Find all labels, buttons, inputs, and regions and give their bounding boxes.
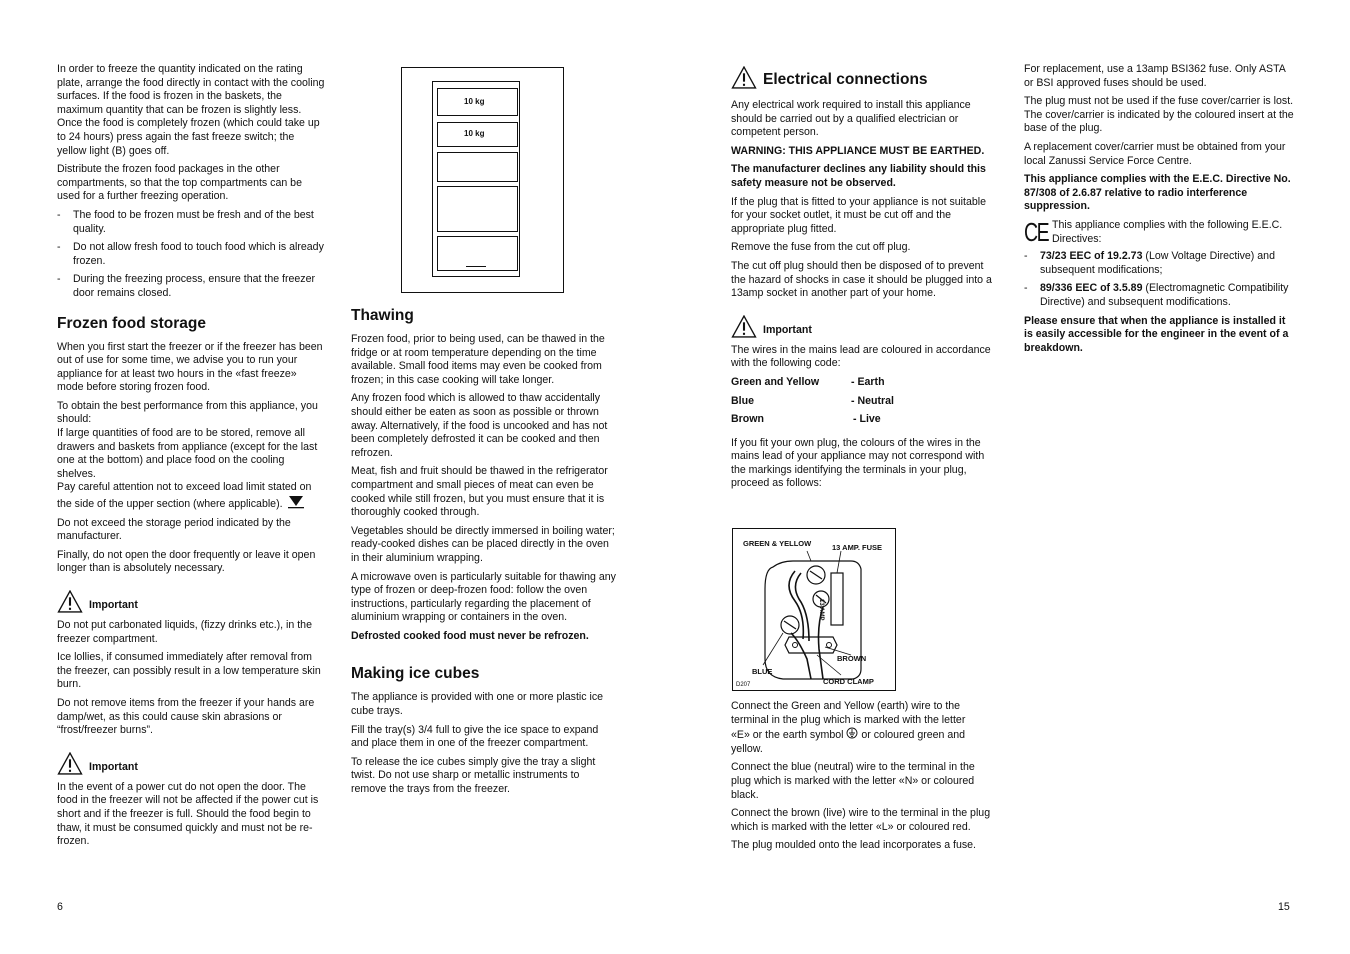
bullet-item: - Do not allow fresh food to touch food which is already frozen. <box>57 241 325 268</box>
electrical-paragraph: Any electrical work required to install this appliance should be carried out by a qualified electrician or competent person. <box>731 99 971 139</box>
important-paragraph: Do not put carbonated liquids, (fizzy drinks etc.), in the freezer compartment. <box>57 619 312 645</box>
load-limit-text: Pay careful attention not to exceed load limit stated on the side of the upper section (where applicable). <box>57 481 312 511</box>
important-paragraph: In the event of a power cut do not open the door. The food in the freezer will not be affected if the power cut is short and if the freezer is full. Should the food begin to thaw, it must be consumed quickly and must not be re-frozen. <box>57 780 319 848</box>
accessibility-note: Please ensure that when the appliance is installed it is easily accessible for the engineer in the event of a breakdown. <box>1024 314 1289 354</box>
thawing-warning: Defrosted cooked food must never be refrozen. <box>351 629 589 642</box>
connect-earth-text-a: Connect the Green and Yellow (earth) wire to the terminal in the plug which is marked with the letter <box>731 700 966 726</box>
wire-colour: Blue <box>731 394 754 407</box>
important-heading <box>731 315 996 338</box>
wire-row <box>731 395 894 414</box>
left-column-1 <box>57 63 325 854</box>
left-column-2 <box>351 307 617 802</box>
page-number-right: 15 <box>1278 901 1290 913</box>
directive-code: 73/23 EEC of 19.2.73 <box>1040 250 1143 263</box>
electrical-paragraph: If the plug that is fitted to your appliance is not suitable for your socket outlet, it must be cut off and the appropriate plug fitted. <box>731 195 986 235</box>
drawer-handle <box>466 266 486 267</box>
storage-paragraph: Do not exceed the storage period indicated by the manufacturer. <box>57 516 291 543</box>
directive-item <box>1024 250 1294 277</box>
freezer-drawer <box>437 152 518 182</box>
label-13-amp: 13 AMP <box>818 599 824 621</box>
ce-block <box>1024 216 1294 247</box>
wire-meaning: - Neutral <box>851 394 894 407</box>
wire-meaning: - Live <box>853 413 881 426</box>
label-green-yellow: GREEN & YELLOW <box>743 539 812 548</box>
thawing-paragraph: Any frozen food which is allowed to thaw accidentally should either be eaten as soon as possible or thrown away. Alternatively, if the food is uncooked and has not been completely defrosted it can be cooked and then refrozen. <box>351 392 608 459</box>
freezer-drawer <box>437 122 518 147</box>
wire-colour: Brown <box>731 413 764 426</box>
freezer-drawer <box>437 88 518 116</box>
earth-symbol-icon <box>846 727 858 739</box>
label-blue: BLUE <box>752 667 773 676</box>
plug-drawing <box>733 529 895 690</box>
earth-warning: WARNING: THIS APPLIANCE MUST BE EARTHED. <box>731 144 985 157</box>
load-limit-label: 10 kg <box>464 97 485 106</box>
thawing-paragraph: Frozen food, prior to being used, can be thawed in the fridge or at room temperature depending on the time available. Small food items may even be cooked from frozen; in this case cooking will take longer. <box>351 333 605 386</box>
connect-earth-paragraph <box>731 700 996 756</box>
right-column-2 <box>1024 63 1294 360</box>
section-title-storage: Frozen food storage <box>57 314 206 332</box>
bullet-item: - During the freezing process, ensure that the freezer door remains closed. <box>57 273 325 300</box>
important-label: Important <box>89 599 138 612</box>
bullet-item: - The food to be frozen must be fresh and of the best quality. <box>57 209 325 236</box>
label-cord-clamp: CORD CLAMP <box>823 677 874 686</box>
intro-paragraph: In order to freeze the quantity indicated on the rating plate, arrange the food directly in contact with the cooling surfaces. If the food is frozen in the baskets, the maximum quantity that can be frozen is slightly less. <box>57 63 325 116</box>
eec-compliance: This appliance complies with the E.E.C. Directive No. 87/308 of 2.6.87 relative to radio interference suppression. <box>1024 173 1291 213</box>
replacement-paragraph: For replacement, use a 13amp BSI362 fuse. Only ASTA or BSI approved fuses should be used. <box>1024 63 1286 89</box>
directive-code: 89/336 EEC of 3.5.89 <box>1040 282 1143 295</box>
ice-paragraph: The appliance is provided with one or more plastic ice cube trays. <box>351 691 604 718</box>
directives-list <box>1024 250 1294 309</box>
important-heading <box>57 590 325 613</box>
fit-plug-paragraph: If you fit your own plug, the colours of the wires in the mains lead of your appliance may not correspond with the markings identifying the terminals in your plug, proceed as follows: <box>731 436 985 490</box>
warning-icon <box>731 315 757 338</box>
important-label: Important <box>89 761 138 774</box>
directive-text: (Low Voltage Directive) and subsequent modifications; <box>1040 250 1275 276</box>
electrical-heading <box>731 66 996 89</box>
storage-paragraph: When you first start the freezer or if the freezer has been out of use for some time, we advise you to run your appliance for at least two hours in the «fast freeze» mode before storing frozen food. <box>57 340 323 394</box>
thawing-paragraph: A microwave oven is particularly suitable for thawing any type of frozen or deep-frozen food: follow the oven instructions, particularly regarding the placement of aluminium wrapping or containers in the oven. <box>351 570 616 624</box>
ice-paragraph: To release the ice cubes simply give the tray a slight twist. Do not use sharp or metallic instruments to remove the trays from the freezer. <box>351 755 596 796</box>
freezer-drawer <box>437 236 518 271</box>
wire-row <box>731 413 894 432</box>
wire-colour: Green and Yellow <box>731 375 820 388</box>
important-heading <box>57 752 325 775</box>
warning-icon <box>731 66 757 89</box>
ice-paragraph: Fill the tray(s) 3/4 full to give the ice space to expand and place them in one of the freezer compartment. <box>351 723 599 750</box>
right-column-1 <box>731 66 996 496</box>
wire-colour-table <box>731 376 894 432</box>
connect-earth-text-b: «E» or the earth symbol <box>731 729 844 742</box>
important-paragraph: Ice lollies, if consumed immediately after removal from the freezer, can possibly result in a low temperature skin burn. <box>57 651 321 691</box>
freezer-drawers-figure <box>401 67 564 293</box>
directive-item <box>1024 282 1294 309</box>
freezer-drawer <box>437 186 518 232</box>
storage-paragraph <box>57 481 325 511</box>
freezing-bullets <box>57 209 325 301</box>
plug-wiring-figure <box>732 528 896 691</box>
intro-paragraph: Distribute the frozen food packages in the other compartments, so that the top compartments can be used for a further freezing operation. <box>57 163 302 203</box>
warning-icon <box>57 590 83 613</box>
ce-mark-text: CE <box>1024 216 1049 247</box>
section-title-electrical: Electrical connections <box>763 71 928 88</box>
electrical-paragraph: Remove the fuse from the cut off plug. <box>731 241 911 254</box>
ce-text: This appliance complies with the following E.E.C. Directives: <box>1052 218 1283 245</box>
storage-paragraph: If large quantities of food are to be stored, remove all drawers and baskets from appliance (except for the last one at the bottom) and place food on the cooling shelves. <box>57 427 318 480</box>
thawing-paragraph: Meat, fish and fruit should be thawed in the refrigerator compartment and small pieces of meat can even be cooked while still frozen, but you must ensure that it is thoroughly cooked through. <box>351 465 608 519</box>
important-label: Important <box>763 324 812 337</box>
directive-text: (Electromagnetic Compatibility Directive) and subsequent modifications. <box>1040 282 1289 308</box>
load-limit-label: 10 kg <box>464 129 485 138</box>
figure-code: D207 <box>736 682 751 688</box>
label-fuse: 13 AMP. FUSE <box>832 543 883 552</box>
connect-live-paragraph: Connect the brown (live) wire to the terminal in the plug which is marked with the letter «L» or coloured red. <box>731 807 991 833</box>
load-limit-symbol-icon <box>286 495 306 509</box>
wire-row <box>731 376 894 395</box>
right-column-1-lower <box>731 700 996 858</box>
warning-icon <box>57 752 83 775</box>
thawing-paragraph: Vegetables should be directly immersed in boiling water; ready-cooked dishes can be placed directly in the oven in their aluminium wrapping. <box>351 524 615 564</box>
storage-paragraph: To obtain the best performance from this appliance, you should: <box>57 399 318 426</box>
intro-paragraph: Once the food is completely frozen (which could take up to 24 hours) press again the fast freeze switch; the yellow light (B) goes off. <box>57 117 320 157</box>
important-paragraph: Do not remove items from the freezer if your hands are damp/wet, as this could cause skin abrasions or “frost/freezer burns”. <box>57 696 315 737</box>
label-brown: BROWN <box>837 654 867 663</box>
connect-neutral-paragraph: Connect the blue (neutral) wire to the terminal in the plug which is marked with the letter «N» or coloured black. <box>731 761 975 801</box>
storage-paragraph: Finally, do not open the door frequently or leave it open longer than is absolutely necessary. <box>57 548 316 575</box>
connect-earth-text-c: or coloured green and yellow. <box>731 729 966 755</box>
wires-intro: The wires in the mains lead are coloured in accordance with the following code: <box>731 343 991 370</box>
ce-mark-icon <box>1024 216 1049 247</box>
fuse-paragraph: The plug moulded onto the lead incorporates a fuse. <box>731 839 976 852</box>
section-title-thawing: Thawing <box>351 307 414 324</box>
wire-meaning: - Earth <box>851 375 885 388</box>
liability-warning: The manufacturer declines any liability should this safety measure not be observed. <box>731 163 986 189</box>
electrical-paragraph: The cut off plug should then be disposed of to prevent the hazard of shocks in case it should be plugged into a 13amp socket in another part of your home. <box>731 259 992 300</box>
page-number-left: 6 <box>57 901 63 913</box>
replacement-paragraph: The plug must not be used if the fuse cover/carrier is lost. The cover/carrier is indicated by the coloured insert at the base of the plug. <box>1024 95 1294 135</box>
replacement-paragraph: A replacement cover/carrier must be obtained from your local Zanussi Service Force Centre. <box>1024 140 1286 167</box>
section-title-ice: Making ice cubes <box>351 665 480 683</box>
